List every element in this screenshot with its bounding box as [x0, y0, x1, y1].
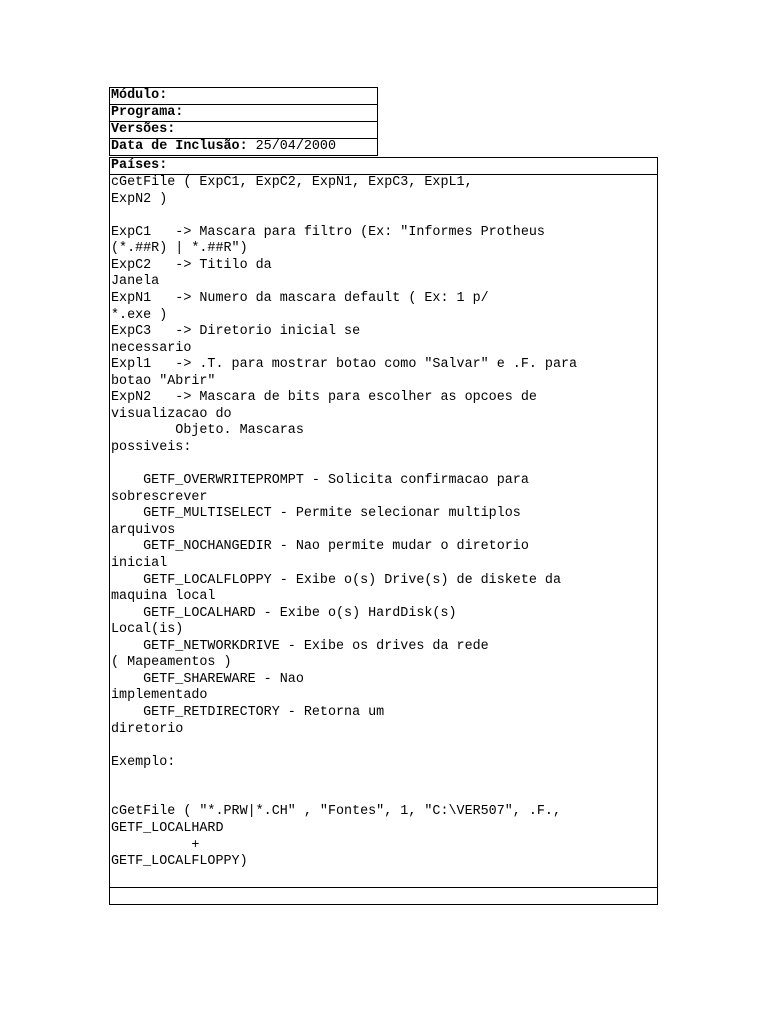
programa-label: Programa:	[111, 105, 184, 120]
modulo-label: Módulo:	[111, 88, 168, 103]
versoes-label: Versões:	[111, 122, 176, 137]
modulo-row	[110, 88, 377, 105]
paises-label: Países:	[111, 158, 168, 173]
programa-row	[110, 105, 377, 122]
data-inclusao-value: 25/04/2000	[247, 139, 337, 154]
metadata-table	[109, 87, 378, 156]
main-content-box	[109, 157, 658, 905]
data-inclusao-label: Data de Inclusão:	[111, 139, 248, 154]
function-documentation-text: cGetFile ( ExpC1, ExpC2, ExpN1, ExpC3, ExpL1, ExpN2 ) ExpC1 -> Mascara para filtro (Ex: "Informes Protheus (*.##R) | *.##R") ExpC2 -> Titilo da Janela ExpN1 -> Numero da mascara default ( Ex: 1 p/ *.exe ) ExpC3 -> Diretorio inicial se necessario Expl1 -> .T. para mostrar botao como "Salvar" e .F. para botao "Abrir" ExpN2 -> Mascara de bits para escolher as opcoes de visualizacao do Objeto. Mascaras possiveis: GETF_OVERWRITEPROMPT - Solicita confirmacao para sobrescrever GETF_MULTISELECT - Permite selecionar multiplos arquivos GETF_NOCHANGEDIR - Nao permite mudar o diretorio inicial GETF_LOCALFLOPPY - Exibe o(s) Drive(s) de diskete da maquina local GETF_LOCALHARD - Exibe o(s) HardDisk(s) Local(is) GETF_NETWORKDRIVE - Exibe os drives da rede ( Mapeamentos ) GETF_SHAREWARE - Nao implementado GETF_RETDIRECTORY - Retorna um diretorio Exemplo: cGetFile ( "*.PRW|*.CH" , "Fontes", 1, "C:\VER507", .F., GETF_LOCALHARD + GETF_LOCALFLOPPY)	[111, 175, 578, 870]
versoes-row	[110, 122, 377, 139]
data-inclusao-row	[110, 139, 377, 156]
paises-row	[110, 158, 657, 175]
empty-footer-row	[110, 887, 657, 904]
